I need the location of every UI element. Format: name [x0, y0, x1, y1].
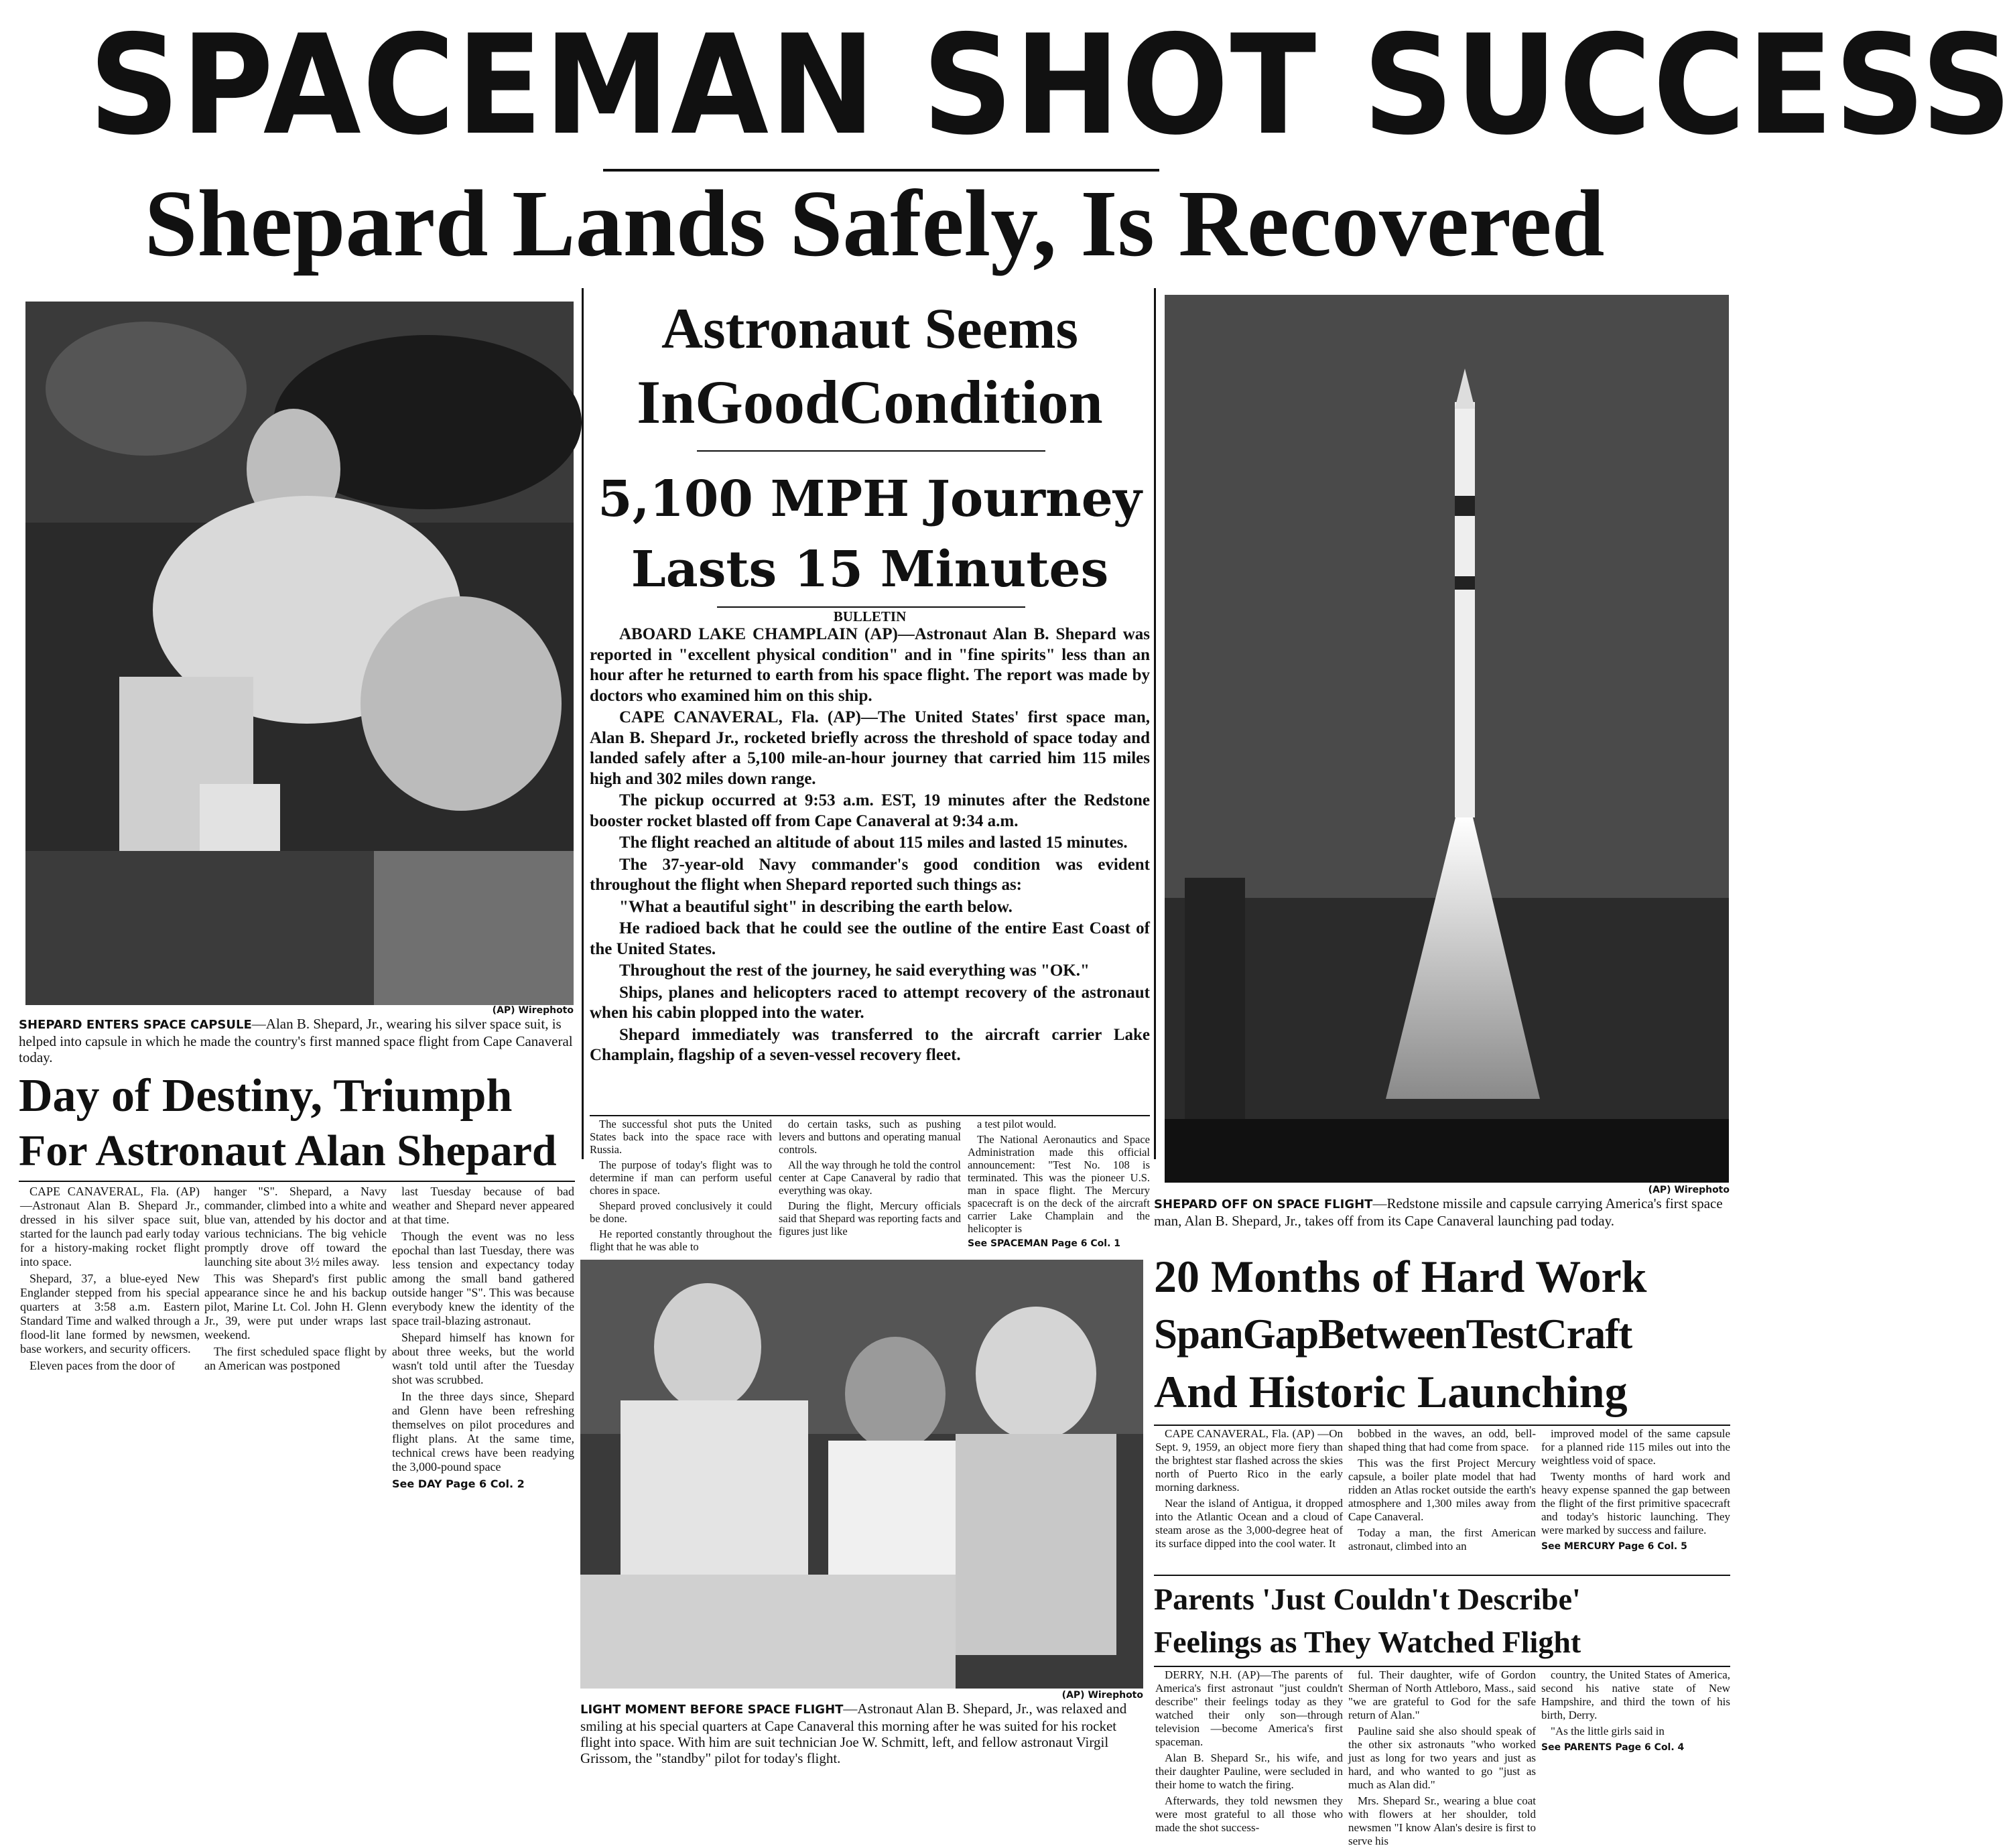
paragraph: Though the event was no less epochal than last Tuesday, there was less tension and expectancy today among the small band gathered outside hanger "S". This was because everybody knew the identity of the space trail-blazing astronaut. [392, 1230, 574, 1327]
headline-rule [697, 450, 1045, 452]
paragraph: Pauline said she also should speak of the other six astronauts "who worked just as long for two years and just as hard, and who wanted to go "just as much as Alan did." [1348, 1725, 1536, 1791]
parents-col2 [1348, 1668, 1536, 1847]
paragraph: bobbed in the waves, an odd, bell-shaped thing that had come from space. [1348, 1427, 1536, 1453]
paragraph: CAPE CANAVERAL, Fla. (AP) —Astronaut Alan B. Shepard Jr., dressed in his silver space suit, started for the launch pad early today for a history-making rocket flight into space. [20, 1185, 200, 1268]
jump-line: See MERCURY Page 6 Col. 5 [1541, 1541, 1687, 1552]
right-story-headline: And Historic Launching [1154, 1366, 1628, 1417]
right-story-col3 [1541, 1427, 1730, 1575]
center-headline: InGoodCondition [637, 368, 1103, 436]
jump-line: See DAY Page 6 Col. 2 [392, 1477, 525, 1490]
parents-col3 [1541, 1668, 1730, 1802]
paragraph: last Tuesday because of bad weather and Shepard never appeared at that time. [392, 1185, 574, 1226]
photo-credit: (AP) Wirephoto [492, 1005, 574, 1016]
paragraph: DERRY, N.H. (AP)—The parents of America's first astronaut "just couldn't describe" their feelings today as they watched their only son—through television —become America's first spaceman. [1155, 1668, 1343, 1748]
banner-headline: SPACEMAN SHOT SUCCESS [88, 6, 2013, 166]
paragraph: Mrs. Shepard Sr., wearing a blue coat with flowers at her shoulder, told newsmen "I know Alan's desire is first to serve his [1348, 1794, 1536, 1847]
caption-lead: LIGHT MOMENT BEFORE SPACE FLIGHT [580, 1703, 844, 1717]
caption-text: —Astronaut Alan B. Shepard, Jr., was relaxed and smiling at his special quarters at Cape Canaveral this morning after he was suited for his rocket flight into space. With him are suit technician Joe W. Schmitt, left, and fellow astronaut Virgil Grissom, the "standby" pilot for today's flight. [580, 1701, 1127, 1766]
paragraph: The successful shot puts the United States back into the space race with Russia. [590, 1118, 772, 1156]
paragraph: The purpose of today's flight was to determine if man can perform useful chores in space. [590, 1159, 772, 1197]
paragraph: The 37-year-old Navy commander's good condition was evident throughout the flight when Shepard reported such things as: [590, 855, 1150, 894]
caption-lead: SHEPARD ENTERS SPACE CAPSULE [19, 1018, 252, 1032]
paragraph: He reported constantly throughout the flight that he was able to [590, 1228, 772, 1253]
left-story-col3 [392, 1185, 574, 1490]
paragraph: Twenty months of hard work and heavy expense spanned the gap between the flight of the first primitive spacecraft and today's historic launching. They were marked by success and failure. [1541, 1470, 1730, 1536]
paragraph: Eleven paces from the door of [29, 1359, 176, 1372]
bulletin-label: BULLETIN [833, 608, 907, 624]
paragraph: Shepard, 37, a blue-eyed New Englander stepped from his special quarters at 3:58 a.m. Eastern Standard Time and walked through a flood-lit lane formed by newsmen, base workers, and security officers. [20, 1272, 200, 1356]
left-story-headline: Day of Destiny, Triumph [19, 1070, 513, 1122]
right-story-col2 [1348, 1427, 1536, 1575]
photo-rocket-launch [1165, 295, 1729, 1183]
photo-light-moment [580, 1260, 1143, 1689]
paragraph: Shepard immediately was transferred to the aircraft carrier Lake Champlain, flagship of a seven-vessel recovery fleet. [590, 1025, 1150, 1064]
photo-caption [19, 1016, 575, 1067]
paragraph: This was the first Project Mercury capsule, a boiler plate model that had ridden an Atlas rocket outside the earth's atmosphere and 1,300 miles away from Cape Canaveral. [1348, 1457, 1536, 1523]
paragraph: "What a beautiful sight" in describing the earth below. [619, 897, 1013, 916]
section-rule [590, 1115, 1150, 1116]
paragraph: Shepard proved conclusively it could be done. [590, 1199, 772, 1225]
photo-shepard-enters-capsule [25, 302, 574, 1005]
center-body [590, 624, 1150, 1114]
paragraph: This was Shepard's first public appearance since he and his backup pilot, Marine Lt. Col. John H. Glenn Jr., 39, were put under wraps last weekend. [204, 1272, 387, 1341]
photo-caption [580, 1701, 1143, 1788]
paragraph: ABOARD LAKE CHAMPLAIN (AP)—Astronaut Alan B. Shepard was reported in "excellent physical condition" and in "fine spirits" less than an hour after he returned to earth from his space flight. The report was made by doctors who examined him on this ship. [590, 625, 1150, 705]
headline-rule [19, 1181, 575, 1182]
paragraph: Ships, planes and helicopters raced to attempt recovery of the astronaut when his cabin plopped into the water. [590, 983, 1150, 1022]
photo-caption [1154, 1195, 1730, 1246]
photo-credit: (AP) Wirephoto [1648, 1185, 1730, 1195]
paragraph: Afterwards, they told newsmen they were most grateful to all those who made the shot success- [1155, 1794, 1343, 1834]
parents-headline: Feelings as They Watched Flight [1154, 1625, 1581, 1659]
paragraph: In the three days since, Shepard and Glenn have been refreshing themselves on pilot procedures and flight plans. At the same time, technical crews have been readying the 3,000-pound space [392, 1390, 574, 1473]
paragraph: The flight reached an altitude of about 115 miles and lasted 15 minutes. [619, 834, 1128, 852]
caption-text: —Redstone missile and capsule carrying America's first space man, Alan B. Shepard, Jr., takes off from its Cape Canaveral launching pad today. [1154, 1195, 1723, 1229]
paragraph: improved model of the same capsule for a planned ride 115 miles out into the weightless void of space. [1541, 1427, 1730, 1467]
right-story-col1 [1155, 1427, 1343, 1575]
paragraph: country, the United States of America, second his native state of New Hampshire, and third the town of his birth, Derry. [1541, 1668, 1730, 1721]
parents-headline: Parents 'Just Couldn't Describe' [1154, 1582, 1581, 1616]
right-story-headline: SpanGapBetweenTestCraft [1154, 1311, 1632, 1358]
headline-rule [717, 606, 1025, 608]
paragraph: Throughout the rest of the journey, he said everything was "OK." [619, 962, 1090, 980]
paragraph: Shepard himself has known for about three weeks, but the world wasn't told until after the Tuesday shot was scrubbed. [392, 1331, 574, 1386]
paragraph: The National Aeronautics and Space Administration made this official announcement: "Test No. 108 is terminated. This was the pioneer U.S. man in space flight. The Mercury spacecraft is on the deck of the aircraft carrier Lake Champlain and the helicopter is [968, 1133, 1150, 1235]
paragraph: hanger "S". Shepard, a Navy commander, climbed into a white and blue van, attended by his doctor and various technicians. The big vehicle promptly drove off toward the launching site about 3½ miles away. [204, 1185, 387, 1268]
left-story-col1 [20, 1185, 200, 1386]
paragraph: The first scheduled space flight by an American was postponed [204, 1345, 387, 1372]
center-col3 [968, 1118, 1150, 1252]
paragraph: All the way through he told the control center at Cape Canaveral by radio that everything was okay. [779, 1159, 961, 1197]
paragraph: CAPE CANAVERAL, Fla. (AP) —On Sept. 9, 1959, an object more fiery than the brightest star flashed across the skies north of Puerto Rico in the early morning darkness. [1155, 1427, 1343, 1494]
center-headline: 5,100 MPH Journey [598, 470, 1142, 528]
center-col1 [590, 1118, 772, 1253]
headline-rule [1154, 1666, 1730, 1667]
paragraph: During the flight, Mercury officials said that Shepard was reporting facts and figures just like [779, 1199, 961, 1238]
paragraph: CAPE CANAVERAL, Fla. (AP)—The United States' first space man, Alan B. Shepard Jr., rocketed briefly across the threshold of space today and landed safely after a 5,100 mile-an-hour journey that carried him 115 miles high and 302 miles down range. [590, 708, 1150, 788]
right-story-headline: 20 Months of Hard Work [1154, 1251, 1647, 1302]
center-headline: Astronaut Seems [661, 296, 1078, 360]
headline-rule [1154, 1425, 1730, 1426]
photo-credit: (AP) Wirephoto [1061, 1690, 1143, 1701]
section-rule [1154, 1575, 1730, 1576]
paragraph: Alan B. Shepard Sr., his wife, and their daughter Pauline, were secluded in their home to watch the firing. [1155, 1752, 1343, 1791]
column-rule [1154, 288, 1156, 1159]
paragraph: He radioed back that he could see the outline of the entire East Coast of the United States. [590, 919, 1150, 958]
paragraph: a test pilot would. [977, 1118, 1057, 1130]
column-rule [582, 288, 584, 1159]
left-story-col2 [204, 1185, 387, 1386]
paragraph: "As the little girls said in [1551, 1725, 1665, 1737]
left-story-headline: For Astronaut Alan Shepard [19, 1126, 557, 1175]
paragraph: do certain tasks, such as pushing levers and buttons and operating manual controls. [779, 1118, 961, 1156]
jump-line: See PARENTS Page 6 Col. 4 [1541, 1742, 1685, 1753]
paragraph: Near the island of Antigua, it dropped into the Atlantic Ocean and a cloud of steam arose as the 3,000-degree heat of its surface dipped into the cool water. It [1155, 1497, 1343, 1550]
jump-line: See SPACEMAN Page 6 Col. 1 [968, 1238, 1120, 1249]
subhead-headline: Shepard Lands Safely, Is Recovered [144, 170, 1605, 276]
center-col2 [779, 1118, 961, 1238]
caption-lead: SHEPARD OFF ON SPACE FLIGHT [1154, 1197, 1373, 1211]
paragraph: Today a man, the first American astronaut, climbed into an [1348, 1526, 1536, 1553]
paragraph: The pickup occurred at 9:53 a.m. EST, 19 minutes after the Redstone booster rocket blasted off from Cape Canaveral at 9:34 a.m. [590, 791, 1150, 830]
center-headline: Lasts 15 Minutes [631, 541, 1109, 598]
paragraph: ful. Their daughter, wife of Gordon Sherman of North Attleboro, Mass., said "we are grateful to God for the safe return of Alan." [1348, 1668, 1536, 1721]
caption-text: —Alan B. Shepard, Jr., wearing his silver space suit, is helped into capsule in which he made the country's first manned space flight from Cape Canaveral today. [19, 1016, 573, 1065]
parents-col1 [1155, 1668, 1343, 1844]
